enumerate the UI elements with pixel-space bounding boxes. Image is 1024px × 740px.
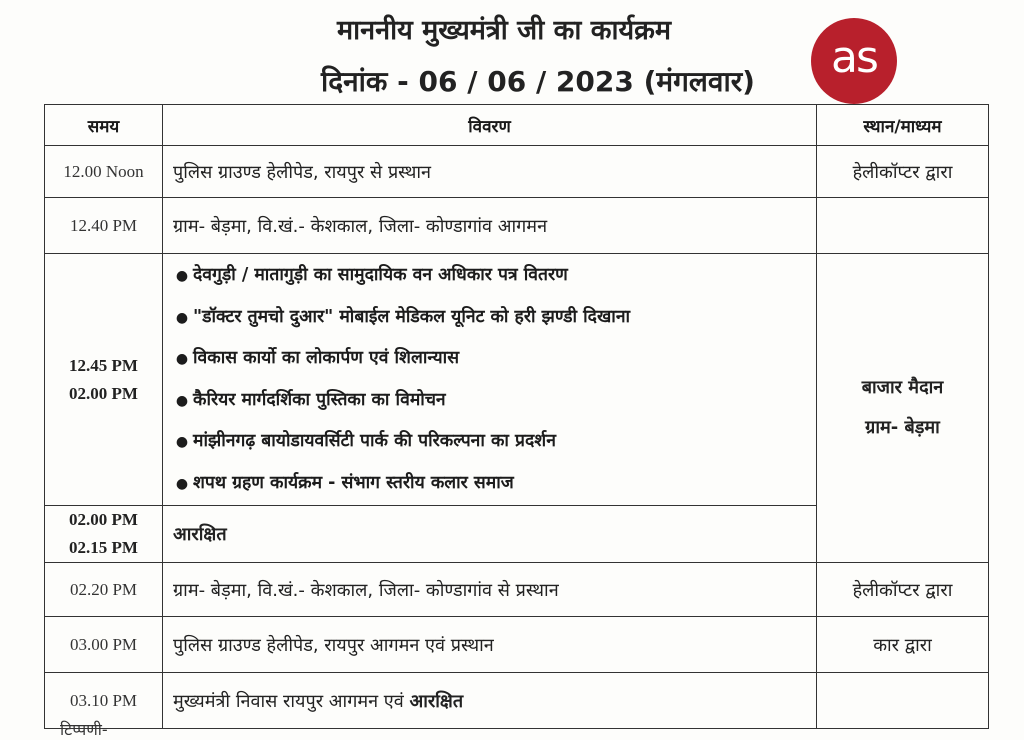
brand-logo: as — [811, 18, 897, 104]
schedule-table — [44, 104, 989, 729]
table-row — [45, 198, 989, 254]
venue-line-1: बाजार मैदान — [861, 377, 944, 398]
row-description: पुलिस ग्राउण्ड हेलीपेड, रायपुर आगमन एवं प्रस्थान — [163, 617, 817, 673]
page-title: माननीय मुख्यमंत्री जी का कार्यक्रम — [336, 15, 672, 46]
table-row — [45, 146, 989, 198]
header-place: स्थान/माध्यम — [817, 105, 989, 146]
row-description: आरक्षित — [163, 506, 817, 563]
header-description: विवरण — [163, 105, 817, 146]
bullet-icon: ● — [175, 434, 189, 450]
row-description: ग्राम- बेड़मा, वि.खं.- केशकाल, जिला- कोण्डागांव से प्रस्थान — [163, 563, 817, 617]
program-bullets-cell — [163, 254, 817, 506]
table-row — [45, 563, 989, 617]
bullet-icon: ● — [175, 475, 189, 492]
bullet-icon: ● — [175, 351, 189, 367]
row-description: ग्राम- बेड़मा, वि.खं.- केशकाल, जिला- कोण्डागांव आगमन — [163, 198, 817, 254]
table-row — [45, 617, 989, 673]
row-place: हेलीकॉप्टर द्वारा — [817, 146, 989, 198]
bullet-icon: ● — [175, 392, 189, 409]
table-header-row — [45, 105, 989, 146]
bullet-icon: ● — [175, 309, 189, 326]
date-line: दिनांक - 06 / 06 / 2023 (मंगलवार) — [321, 65, 755, 98]
bullet-icon: ● — [175, 268, 189, 284]
row-description: मुख्यमंत्री निवास रायपुर आगमन एवं आरक्षित — [163, 673, 817, 729]
time-end: 02.00 PM — [69, 383, 138, 403]
table-row — [45, 673, 989, 729]
header-time: समय — [45, 105, 163, 146]
row-place: कार द्वारा — [817, 617, 989, 673]
list-item: ● कैरियर मार्गदर्शिका पुस्तिका का विमोचन — [171, 380, 816, 422]
table-row-program — [45, 254, 989, 506]
list-item: ● विकास कार्यो का लोकार्पण एवं शिलान्यास — [171, 338, 816, 380]
row-place — [817, 198, 989, 254]
list-item: ● शपथ ग्रहण कार्यक्रम - संभाग स्तरीय कलार समाज — [171, 463, 816, 505]
row-time-range — [45, 254, 163, 506]
list-item: ● मांझीनगढ़ बायोडायवर्सिटी पार्क की परिकल्पना का प्रदर्शन — [171, 421, 816, 463]
venue-cell — [817, 254, 989, 563]
row-description: पुलिस ग्राउण्ड हेलीपेड, रायपुर से प्रस्थान — [163, 146, 817, 198]
time-start: 02.00 PM — [69, 510, 138, 529]
venue-line-2: ग्राम- बेड़मा — [865, 417, 940, 438]
footer-note: टिप्पणी- — [60, 720, 108, 739]
row-time: 12.40 PM — [45, 198, 163, 254]
row-time: 02.20 PM — [45, 563, 163, 617]
list-item: ● "डॉक्टर तुमचो दुआर" मोबाईल मेडिकल यूनिट को हरी झण्डी दिखाना — [171, 297, 816, 339]
row-time: 03.10 PM — [45, 673, 163, 729]
time-start: 12.45 PM — [69, 355, 138, 375]
row-time: 12.00 Noon — [45, 146, 163, 198]
row-time: 03.00 PM — [45, 617, 163, 673]
list-item: ● देवगुड़ी / मातागुड़ी का सामुदायिक वन अधिकार पत्र वितरण — [171, 255, 816, 297]
row-place: हेलीकॉप्टर द्वारा — [817, 563, 989, 617]
reserved-label: आरक्षित — [409, 690, 464, 712]
program-bullet-list — [163, 255, 816, 504]
row-place — [817, 673, 989, 729]
row-time-range — [45, 506, 163, 563]
time-end: 02.15 PM — [69, 538, 138, 557]
